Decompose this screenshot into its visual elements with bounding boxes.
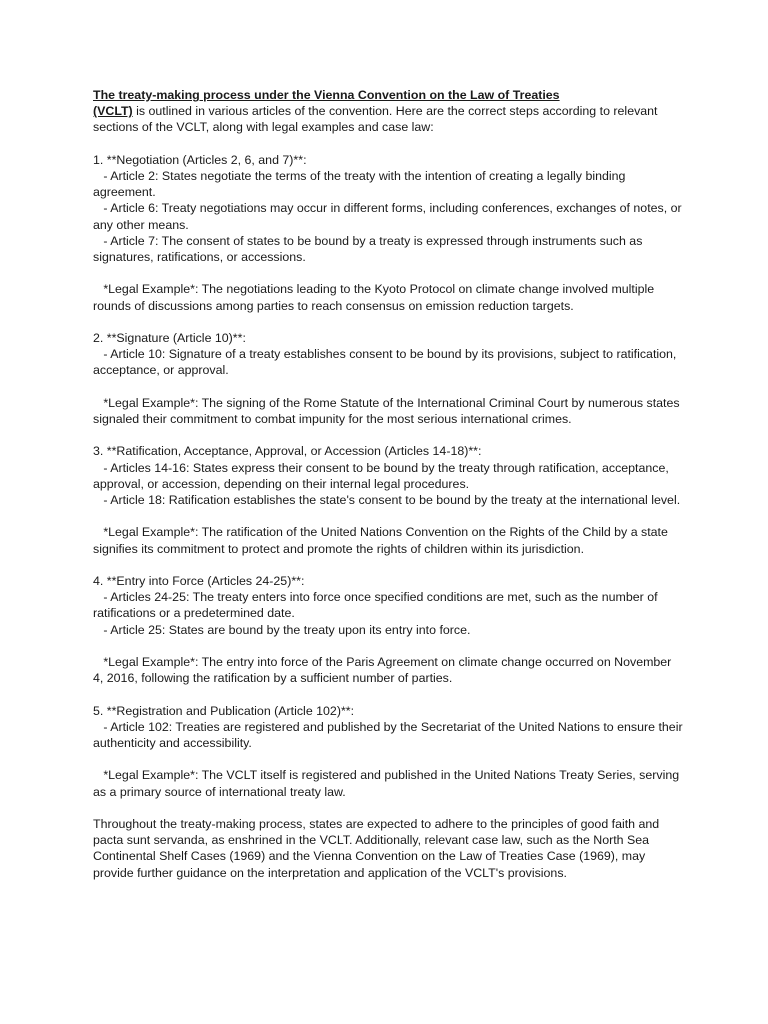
document-body	[93, 87, 687, 881]
intro-title-abbrev: (VCLT)	[93, 104, 133, 119]
intro-text: is outlined in various articles of the convention. Here are the correct steps according to relevant sections of the VCLT, along with legal examples and case law:	[93, 104, 661, 135]
section-heading: 5. **Registration and Publication (Article 102)**:	[93, 703, 355, 718]
section-item: - Article 2: States negotiate the terms of the treaty with the intention of creating a legally binding agreement.	[93, 169, 629, 200]
section-heading: 4. **Entry into Force (Articles 24-25)**:	[93, 573, 305, 588]
section-item: - Article 10: Signature of a treaty establishes consent to be bound by its provisions, subject to ratification, acceptance, or approval.	[93, 347, 680, 378]
section-item: - Article 7: The consent of states to be bound by a treaty is expressed through instruments such as signatures, ratifications, or accessions.	[93, 233, 646, 265]
section-item: - Articles 14-16: States express their consent to be bound by the treaty through ratification, acceptance, approval, or accession, depending on their internal legal procedures.	[93, 460, 673, 491]
legal-example: *Legal Example*: The negotiations leading to the Kyoto Protocol on climate change involved multiple rounds of discussions among parties to reach consensus on emission reduction targets.	[93, 282, 658, 313]
legal-example: *Legal Example*: The entry into force of the Paris Agreement on climate change occurred on November 4, 2016, following the ratification by a sufficient number of parties.	[93, 654, 675, 686]
legal-example: *Legal Example*: The VCLT itself is registered and published in the United Nations Treaty Series, serving as a primary source of international treaty law.	[93, 768, 683, 799]
legal-example: *Legal Example*: The ratification of the United Nations Convention on the Rights of the Child by a state signifies its commitment to protect and promote the rights of children within its jurisdiction.	[93, 525, 672, 556]
section-item: - Article 25: States are bound by the treaty upon its entry into force.	[93, 622, 471, 637]
section-heading: 1. **Negotiation (Articles 2, 6, and 7)**:	[93, 152, 307, 167]
conclusion-paragraph: Throughout the treaty-making process, states are expected to adhere to the principles of good faith and pacta sunt servanda, as enshrined in the VCLT. Additionally, relevant case law, such as the North Sea Continental Shelf Cases (1969) and the Vienna Convention on the Law of Treaties Case (1969), may provide further guidance on the interpretation and application of the VCLT's provisions.	[93, 816, 663, 880]
legal-example: *Legal Example*: The signing of the Rome Statute of the International Criminal Court by numerous states signaled their commitment to combat impunity for the most serious international crimes.	[93, 395, 684, 426]
section-heading: 2. **Signature (Article 10)**:	[93, 331, 246, 345]
section-item: - Articles 24-25: The treaty enters into force once specified conditions are met, such as the number of ratifications or a predetermined date.	[93, 590, 661, 621]
section-item: - Article 102: Treaties are registered and published by the Secretariat of the United Nations to ensure their authenticity and accessibility.	[93, 719, 687, 750]
section-heading: 3. **Ratification, Acceptance, Approval, or Accession (Articles 14-18)**:	[93, 444, 482, 459]
intro-title: The treaty-making process under the Vienna Convention on the Law of Treaties	[93, 88, 560, 102]
section-item: - Article 18: Ratification establishes the state's consent to be bound by the treaty at the international level.	[93, 493, 681, 507]
intro-paragraph	[93, 87, 683, 136]
section-item: - Article 6: Treaty negotiations may occur in different forms, including conferences, exchanges of notes, or any other means.	[93, 201, 686, 232]
